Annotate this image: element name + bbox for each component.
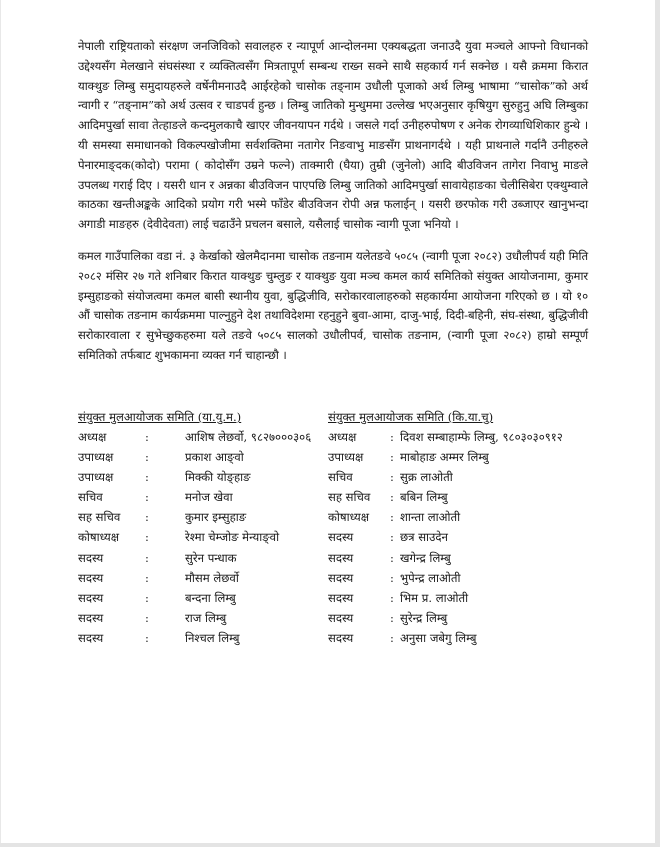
member-role: सदस्य — [78, 550, 104, 565]
member-row — [328, 467, 608, 487]
member-row — [78, 467, 323, 487]
member-row — [328, 548, 608, 568]
member-role: सदस्य — [328, 530, 354, 545]
member-role: सदस्य — [78, 570, 104, 585]
separator: : — [390, 510, 394, 525]
member-name: आशिष लेछर्वो, ९८२७०००३०६ — [185, 430, 312, 444]
separator: : — [390, 630, 394, 645]
member-row — [78, 608, 323, 628]
separator: : — [145, 430, 149, 444]
separator: : — [145, 530, 149, 545]
separator: : — [390, 490, 394, 505]
member-role: सदस्य — [328, 570, 354, 585]
paragraph-chasok-meaning: नेपाली राष्ट्रियताको संरक्षण जनजिविको सवालहरु र न्यापूर्ण आन्दोलनमा एक्यबद्धता जनाउदै युवा मञ्चले आफ्नो विधानको उद्देश्यसँग मेलखाने संघसंस्था र व्यक्तित्वसँग मित्रतापूर्ण सम्बन्ध राख्न सक्ने साथै सहकार्य गर्न सक्नेछ । यसै क्रममा किरात याक्थुङ लिम्बु समुदायहरुले वर्षेनीमनाउदै आईरहेको चासोक तङ्नाम उधौली पूजाको अर्थ लिम्बु भाषामा “चासोक”को अर्थ न्वागी र “तङ्नाम”को अर्थ उत्सव र चाडपर्व हुन्छ । लिम्बु जातिको मुन्धुममा उल्लेख भएअनुसार कृषियुग सुरुहुनु अघि लिम्बुका आदिमपुर्खा सावा तेत्हाङले कन्दमुलकाचै खाएर जीवनयापन गर्दथे । जसले गर्दा उनीहरुपोषण र अनेक रोगव्याधिशिकार हुन्थे । यी समस्या समाधानको विकल्पखोजीमा सर्वशक्तिमा नतागेर निङवाभु माङसँग प्राथनागर्दथे । यही प्राथनाले गर्दानै उनीहरुले पेनारमाङ्दक(कोदो) परामा ( कोदोसँग उम्रने फल्ने) ताक्मारी (घैया) तुम्री (जुनेलो) आदि बीउविजन तागेरा निवाभु माङले उपलब्ध गराई दिए । यसरी धान र अन्नका बीउविजन पाएपछि लिम्बु जातिको आदिमपुर्खा सावायेहाङका चेलीसिबेरा एक्थुम्वाले काठका खन्तीअङ्कके आदिको प्रयोग गरी भस्मे फाँडेर बीउविजन रोपी अन्न फलाईन् । यसरी छरफोक गरी उब्जाएर खानुभन्दा अगाडी माङहरु (देवीदेवता) लाई चढाउँने प्रचलन बसाले, यसैलाई चासोक न्वागी पूजा भनियो । — [78, 39, 588, 232]
member-row — [78, 487, 323, 507]
member-role: उपाध्यक्ष — [78, 450, 114, 465]
member-role: उपाध्यक्ष — [328, 450, 364, 465]
member-name: बबिन लिम्बु — [400, 490, 448, 505]
body-text — [78, 37, 588, 366]
member-row — [78, 628, 323, 648]
member-name: माबोहाङ अम्मर लिम्बु — [400, 450, 489, 465]
member-name: छत्र साउदेन — [400, 530, 448, 545]
separator: : — [145, 470, 149, 485]
member-name: दिवश सम्बाहाम्फे लिम्बु, ९८०३०३०९१२ — [400, 430, 563, 444]
separator: : — [390, 550, 394, 565]
member-name: राज लिम्बु — [185, 610, 227, 625]
member-row — [78, 447, 323, 467]
committee-title: संयुक्त मुलआयोजक समिति (कि.या.चु) — [328, 410, 494, 424]
separator: : — [390, 570, 394, 585]
member-name: सुक्र लाओती — [400, 470, 453, 485]
member-role: उपाध्यक्ष — [78, 470, 114, 485]
member-name: खगेन्द्र लिम्बु — [400, 550, 451, 565]
member-role: कोषाध्यक्ष — [328, 510, 370, 525]
separator: : — [145, 550, 149, 565]
member-role: सदस्य — [328, 610, 354, 625]
member-row — [78, 507, 323, 527]
separator: : — [145, 570, 149, 585]
separator: : — [390, 610, 394, 625]
member-row — [328, 447, 608, 467]
member-role: सदस्य — [78, 630, 104, 645]
member-role: सदस्य — [78, 590, 104, 605]
member-name: बन्दना लिम्बु — [185, 590, 236, 605]
member-name: प्रकाश आङ्वो — [185, 450, 244, 465]
member-row — [328, 608, 608, 628]
member-row — [328, 527, 608, 547]
member-row — [78, 548, 323, 568]
member-row — [328, 427, 608, 447]
member-name: शान्ता लाओती — [400, 510, 461, 525]
member-row — [78, 527, 323, 547]
member-role: सदस्य — [328, 550, 354, 565]
member-name: सुरेन पन्धाक — [185, 550, 237, 565]
committee-title: संयुक्त मुलआयोजक समिति (या.यु.म.) — [78, 410, 242, 424]
member-name: कुमार इम्सुहाङ — [185, 510, 247, 525]
member-list — [78, 427, 323, 648]
separator: : — [145, 630, 149, 645]
member-row — [328, 487, 608, 507]
member-list — [328, 427, 608, 648]
member-role: कोषाध्यक्ष — [78, 530, 120, 545]
member-row — [78, 427, 323, 447]
separator: : — [145, 450, 149, 465]
member-role: सह सचिव — [328, 490, 371, 505]
separator: : — [390, 590, 394, 605]
separator: : — [145, 610, 149, 625]
member-name: भिम प्र. लाओती — [400, 590, 469, 605]
separator: : — [390, 470, 394, 485]
member-role: सचिव — [78, 490, 103, 505]
member-role: अध्यक्ष — [78, 430, 107, 444]
member-name: भुपेन्द्र लाओती — [400, 570, 461, 585]
separator: : — [145, 510, 149, 525]
paragraph-event-announcement: कमल गाउँपालिका वडा नं. ३ केर्खाको खेलमैदानमा चासोक तङनाम यलेतङवे ५०८५ (न्वागी पूजा २०८२) उधौलीपर्व यही मिति २०८२ मंसिर २७ गते शनिबार किरात याक्थुङ चुम्लुङ र याक्थुङ युवा मञ्च कमल कार्य समितिको संयुक्त आयोजनामा, कुमार इम्सुहाङको संयोजत्वमा कमल बासी स्थानीय युवा, बुद्धिजीवि, सरोकारवालाहरुको सहकार्यमा आयोजना गरिएको छ । यो १० औं चासोक तङनाम कार्यक्रममा पाल्नुहुने देश तथाविदेशमा रहनुहुने बुवा-आमा, दाजु-भाई, दिदी-बहिनी, संघ-संस्था, बुद्धिजीवी सरोकारवाला र सुभेच्छुकहरुमा यले तङवे ५०८५ सालको उधौलीपर्व, चासोक तङनाम, (न्वागी पूजा २०८२) हाम्रो सम्पूर्ण समितिको तर्फबाट शुभकामना व्यक्त गर्न चाहान्छौ । — [78, 248, 588, 362]
member-name: रेश्मा चेम्जोङ मेन्याङ्वो — [185, 530, 280, 545]
member-row — [328, 628, 608, 648]
separator: : — [390, 450, 394, 465]
committee-kiyachu — [328, 407, 608, 648]
member-role: सचिव — [328, 470, 353, 485]
member-role: सदस्य — [78, 610, 104, 625]
member-name: अनुसा जबेगु लिम्बु — [400, 630, 477, 645]
member-row — [328, 507, 608, 527]
member-row — [328, 588, 608, 608]
member-row — [78, 568, 323, 588]
separator: : — [145, 590, 149, 605]
member-role: अध्यक्ष — [328, 430, 357, 444]
member-role: सदस्य — [328, 630, 354, 645]
committee-yuma — [78, 407, 323, 648]
member-row — [328, 568, 608, 588]
member-name: निश्चल लिम्बु — [185, 630, 240, 645]
member-role: सदस्य — [328, 590, 354, 605]
member-role: सह सचिव — [78, 510, 121, 525]
separator: : — [390, 430, 394, 444]
member-name: मनोज खेवा — [185, 490, 233, 505]
separator: : — [145, 490, 149, 505]
member-name: सुरेन्द्र लिम्बु — [400, 610, 448, 625]
member-name: मौसम लेछर्वो — [185, 570, 239, 585]
member-row — [78, 588, 323, 608]
member-name: मिक्की योङ्हाङ — [185, 470, 251, 485]
separator: : — [390, 530, 394, 545]
